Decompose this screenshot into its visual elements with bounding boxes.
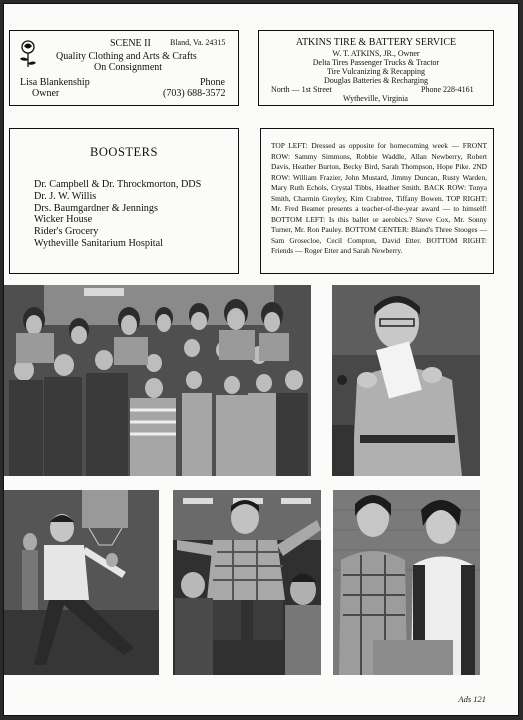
friends-photo xyxy=(333,490,480,675)
ad-tagline-1: Quality Clothing and Arts & Crafts xyxy=(56,51,197,62)
boosters-box xyxy=(9,128,239,274)
yearbook-page xyxy=(3,3,519,716)
group-photo xyxy=(4,285,311,476)
rose-logo-icon xyxy=(16,39,40,69)
ad-address: North — 1st Street xyxy=(271,85,332,94)
ballet-photo xyxy=(4,490,159,675)
ad-line-2: Tire Vulcanizing & Recapping xyxy=(327,67,425,76)
ad-owner-name: Lisa Blankenship xyxy=(20,77,90,88)
atkins-ad xyxy=(258,30,494,106)
scene-ii-ad xyxy=(9,30,239,106)
ad-city: Wytheville, Virginia xyxy=(343,94,408,103)
photo-caption-box xyxy=(260,128,494,274)
ad-line-1: Delta Tires Passenger Trucks & Tractor xyxy=(312,58,440,67)
booster-item: Drs. Baumgardner & Jennings xyxy=(34,202,158,214)
booster-item: Dr. J. W. Willis xyxy=(34,190,97,202)
ad-phone-label: Phone xyxy=(200,77,225,88)
ad-location: Bland, Va. 24315 xyxy=(170,38,226,47)
ad-line-3: Douglas Batteries & Recharging xyxy=(323,76,429,85)
boosters-list xyxy=(34,179,201,250)
ad-owner: W. T. ATKINS, JR., Owner xyxy=(332,49,420,58)
stooges-photo xyxy=(173,490,321,675)
teacher-photo xyxy=(332,285,480,476)
ad-business-name: ATKINS TIRE & BATTERY SERVICE xyxy=(295,37,457,48)
boosters-title: BOOSTERS xyxy=(90,145,158,159)
booster-item: Wytheville Sanitarium Hospital xyxy=(34,237,163,249)
ad-business-name: SCENE II xyxy=(110,38,151,49)
photo-caption: TOP LEFT: Dressed as opposite for homecoming week — FRONT ROW: Sammy Simmons, Robbie Waddle, Allan Newberry, Robert Davis, Heather Burton, Becky Bird, Sarah Thompson, Hope Pike. 2ND ROW: William Frazier, John Mustard, Jimmy Duncan, Rusty Warden, Mary Ruth Echols, Crystal Tibbs, Heather Smith. BACK ROW: Tonya Smith, Charmin Greyley, Kim Crabtree, Tiffany Bowen. TOP RIGHT: Mr. Fred Beamer presents a teacher-of-the-year award — to himself! BOTTOM LEFT: Is this ballet or aerobics.? Steve Cox, Mr. Sonny Turner, Mr. Ron Pauley. BOTTOM CENTER: Bland's Three Stooges — Sam Grosecloe, Cecil Compton, David Etter. BOTTOM RIGHT: Friends — Roger Etter and Sarah Newberry. xyxy=(271,141,487,255)
booster-item: Rider's Grocery xyxy=(34,226,99,238)
booster-item: Wicker House xyxy=(34,214,93,226)
ad-phone-number: (703) 688-3572 xyxy=(163,88,226,99)
ad-phone: Phone 228-4161 xyxy=(421,85,474,94)
booster-item: Dr. Campbell & Dr. Throckmorton, DDS xyxy=(34,179,202,190)
ad-owner-label: Owner xyxy=(32,88,60,99)
page-folio: Ads 121 xyxy=(458,694,486,704)
ad-tagline-2: On Consignment xyxy=(94,62,163,73)
